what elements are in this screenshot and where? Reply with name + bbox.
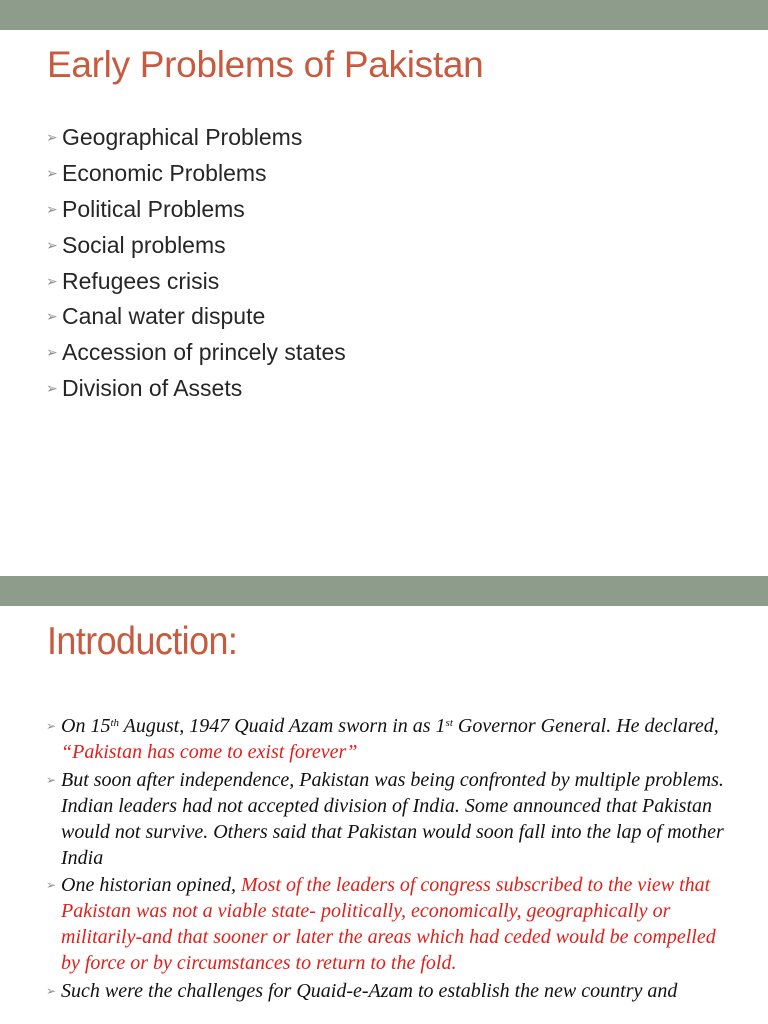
arrowhead-bullet-icon: ➢ bbox=[46, 719, 57, 733]
intro-paragraphs bbox=[46, 713, 736, 1005]
paragraph-text: One historian opined, bbox=[61, 874, 241, 896]
slide-title: Early Problems of Pakistan bbox=[47, 44, 484, 85]
arrowhead-bullet-icon: ➢ bbox=[46, 129, 58, 146]
quote-text: Most of the leaders of congress subscribed to the view that Pakistan was not a viable state- politically, economically, geographically or militarily-and that sooner or later the areas which had ceded would be compelled by force or by circumstances to return to the fold. bbox=[61, 874, 716, 974]
slide-introduction bbox=[0, 576, 768, 1024]
list-item-label: Accession of princely states bbox=[62, 339, 346, 366]
list-item-label: Political Problems bbox=[62, 195, 245, 222]
list-item bbox=[46, 192, 346, 228]
arrowhead-bullet-icon: ➢ bbox=[46, 165, 58, 182]
list-item-label: Canal water dispute bbox=[62, 303, 266, 330]
header-band bbox=[0, 0, 768, 30]
arrowhead-bullet-icon: ➢ bbox=[46, 983, 57, 998]
arrowhead-bullet-icon: ➢ bbox=[46, 272, 58, 289]
list-item bbox=[46, 713, 736, 765]
arrowhead-bullet-icon: ➢ bbox=[46, 200, 58, 217]
paragraph-text: Such were the challenges for Quaid-e-Azam to establish the new country and bbox=[61, 979, 678, 1002]
list-item bbox=[46, 263, 346, 299]
list-item-label: Geographical Problems bbox=[62, 124, 303, 151]
arrowhead-bullet-icon: ➢ bbox=[46, 772, 57, 787]
ordinal-suffix: th bbox=[110, 717, 120, 729]
slide-title: Introduction: bbox=[47, 620, 238, 663]
list-item-label: Refugees crisis bbox=[62, 267, 220, 294]
list-item bbox=[46, 371, 346, 407]
problem-list bbox=[46, 120, 346, 406]
list-item bbox=[46, 299, 346, 335]
list-item bbox=[46, 120, 346, 156]
list-item bbox=[46, 335, 346, 371]
arrowhead-bullet-icon: ➢ bbox=[46, 344, 58, 361]
list-item bbox=[46, 156, 346, 192]
ordinal-suffix: st bbox=[445, 717, 453, 729]
list-item bbox=[46, 227, 346, 263]
list-item bbox=[46, 978, 736, 1004]
arrowhead-bullet-icon: ➢ bbox=[46, 878, 57, 892]
paragraph-text: On 15 bbox=[61, 715, 111, 737]
paragraph-text: Governor General. He declared, bbox=[452, 715, 719, 737]
quote-text: “Pakistan has come to exist forever” bbox=[61, 741, 358, 763]
header-band bbox=[0, 576, 768, 606]
paragraph-text: August, 1947 Quaid Azam sworn in as 1 bbox=[119, 715, 446, 737]
list-item-label: Division of Assets bbox=[62, 374, 243, 401]
list-item bbox=[46, 872, 736, 976]
list-item bbox=[46, 767, 736, 871]
arrowhead-bullet-icon: ➢ bbox=[46, 379, 58, 396]
paragraph-text: But soon after independence, Pakistan was being confronted by multiple problems. Indian leaders had not accepted division of India. Some announced that Pakistan would not survive. Others said that Pakistan would soon fall into the lap of mother India bbox=[61, 768, 724, 869]
arrowhead-bullet-icon: ➢ bbox=[46, 308, 58, 325]
list-item-label: Social problems bbox=[62, 231, 226, 258]
arrowhead-bullet-icon: ➢ bbox=[46, 236, 58, 253]
list-item-label: Economic Problems bbox=[62, 160, 267, 187]
